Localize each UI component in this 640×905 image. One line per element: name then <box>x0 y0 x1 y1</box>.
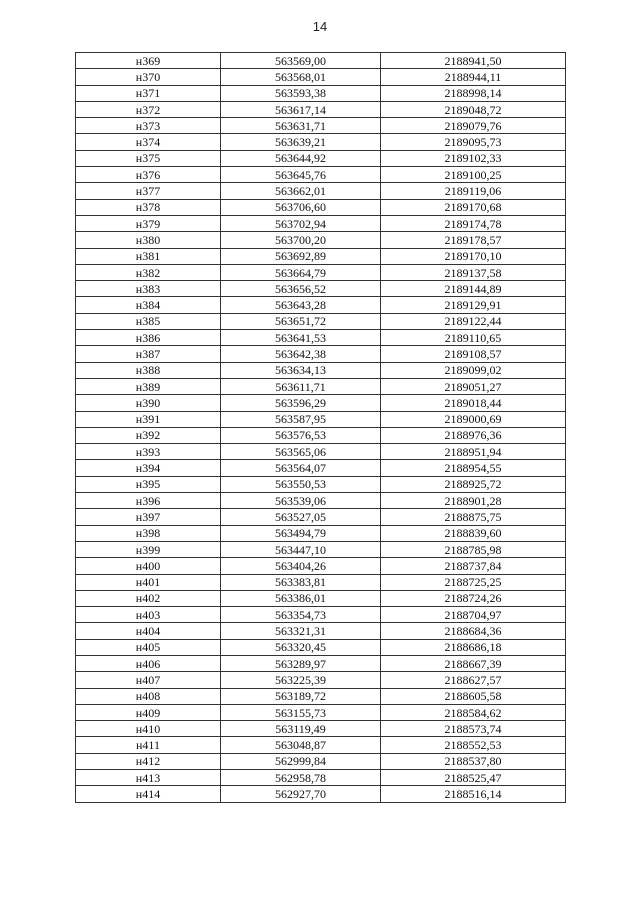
y-coordinate-cell: 2189178,57 <box>381 232 566 248</box>
y-coordinate-cell: 2188584,62 <box>381 704 566 720</box>
table-row <box>76 688 566 704</box>
point-id-cell: н406 <box>76 655 221 671</box>
point-id-cell: н403 <box>76 607 221 623</box>
point-id-cell: н392 <box>76 427 221 443</box>
x-coordinate-cell: 563656,52 <box>221 281 381 297</box>
y-coordinate-cell: 2188998,14 <box>381 85 566 101</box>
table-row <box>76 313 566 329</box>
y-coordinate-cell: 2189108,57 <box>381 346 566 362</box>
y-coordinate-cell: 2189099,02 <box>381 362 566 378</box>
point-id-cell: н385 <box>76 313 221 329</box>
y-coordinate-cell: 2189079,76 <box>381 118 566 134</box>
x-coordinate-cell: 563611,71 <box>221 378 381 394</box>
x-coordinate-cell: 563692,89 <box>221 248 381 264</box>
x-coordinate-cell: 563568,01 <box>221 69 381 85</box>
point-id-cell: н388 <box>76 362 221 378</box>
y-coordinate-cell: 2188944,11 <box>381 69 566 85</box>
point-id-cell: н397 <box>76 509 221 525</box>
x-coordinate-cell: 563641,53 <box>221 330 381 346</box>
point-id-cell: н391 <box>76 411 221 427</box>
x-coordinate-cell: 563593,38 <box>221 85 381 101</box>
x-coordinate-cell: 563539,06 <box>221 493 381 509</box>
table-row <box>76 493 566 509</box>
table-row <box>76 232 566 248</box>
y-coordinate-cell: 2188737,84 <box>381 558 566 574</box>
point-id-cell: н409 <box>76 704 221 720</box>
x-coordinate-cell: 563634,13 <box>221 362 381 378</box>
y-coordinate-cell: 2188537,80 <box>381 753 566 769</box>
point-id-cell: н398 <box>76 525 221 541</box>
y-coordinate-cell: 2188552,53 <box>381 737 566 753</box>
table-row <box>76 786 566 802</box>
point-id-cell: н393 <box>76 444 221 460</box>
table-row <box>76 541 566 557</box>
x-coordinate-cell: 563494,79 <box>221 525 381 541</box>
table-row <box>76 395 566 411</box>
point-id-cell: н411 <box>76 737 221 753</box>
x-coordinate-cell: 563225,39 <box>221 672 381 688</box>
y-coordinate-cell: 2189048,72 <box>381 101 566 117</box>
y-coordinate-cell: 2188684,36 <box>381 623 566 639</box>
x-coordinate-cell: 563645,76 <box>221 167 381 183</box>
point-id-cell: н387 <box>76 346 221 362</box>
y-coordinate-cell: 2188516,14 <box>381 786 566 802</box>
x-coordinate-cell: 562999,84 <box>221 753 381 769</box>
table-row <box>76 378 566 394</box>
y-coordinate-cell: 2188667,39 <box>381 655 566 671</box>
y-coordinate-cell: 2188627,57 <box>381 672 566 688</box>
y-coordinate-cell: 2188951,94 <box>381 444 566 460</box>
y-coordinate-cell: 2189144,89 <box>381 281 566 297</box>
x-coordinate-cell: 563119,49 <box>221 721 381 737</box>
x-coordinate-cell: 563587,95 <box>221 411 381 427</box>
y-coordinate-cell: 2188724,26 <box>381 590 566 606</box>
table-row <box>76 590 566 606</box>
x-coordinate-cell: 563383,81 <box>221 574 381 590</box>
table-row <box>76 737 566 753</box>
x-coordinate-cell: 563706,60 <box>221 199 381 215</box>
table-row <box>76 672 566 688</box>
point-id-cell: н404 <box>76 623 221 639</box>
y-coordinate-cell: 2189170,10 <box>381 248 566 264</box>
point-id-cell: н382 <box>76 264 221 280</box>
point-id-cell: н413 <box>76 770 221 786</box>
y-coordinate-cell: 2188725,25 <box>381 574 566 590</box>
y-coordinate-cell: 2188901,28 <box>381 493 566 509</box>
table-row <box>76 574 566 590</box>
table-row <box>76 346 566 362</box>
point-id-cell: н410 <box>76 721 221 737</box>
y-coordinate-cell: 2189018,44 <box>381 395 566 411</box>
point-id-cell: н381 <box>76 248 221 264</box>
y-coordinate-cell: 2189095,73 <box>381 134 566 150</box>
table-row <box>76 607 566 623</box>
y-coordinate-cell: 2188785,98 <box>381 541 566 557</box>
x-coordinate-cell: 563664,79 <box>221 264 381 280</box>
table-row <box>76 85 566 101</box>
x-coordinate-cell: 563639,21 <box>221 134 381 150</box>
point-id-cell: н371 <box>76 85 221 101</box>
x-coordinate-cell: 563576,53 <box>221 427 381 443</box>
table-row <box>76 558 566 574</box>
y-coordinate-cell: 2188704,97 <box>381 607 566 623</box>
point-id-cell: н375 <box>76 150 221 166</box>
x-coordinate-cell: 563321,31 <box>221 623 381 639</box>
table-row <box>76 199 566 215</box>
table-row <box>76 183 566 199</box>
x-coordinate-cell: 563569,00 <box>221 53 381 69</box>
x-coordinate-cell: 563700,20 <box>221 232 381 248</box>
point-id-cell: н384 <box>76 297 221 313</box>
x-coordinate-cell: 563596,29 <box>221 395 381 411</box>
point-id-cell: н414 <box>76 786 221 802</box>
point-id-cell: н401 <box>76 574 221 590</box>
point-id-cell: н383 <box>76 281 221 297</box>
x-coordinate-cell: 563527,05 <box>221 509 381 525</box>
y-coordinate-cell: 2189119,06 <box>381 183 566 199</box>
table-row <box>76 101 566 117</box>
y-coordinate-cell: 2188686,18 <box>381 639 566 655</box>
x-coordinate-cell: 563643,28 <box>221 297 381 313</box>
point-id-cell: н402 <box>76 590 221 606</box>
point-id-cell: н394 <box>76 460 221 476</box>
y-coordinate-cell: 2188954,55 <box>381 460 566 476</box>
table-row <box>76 118 566 134</box>
y-coordinate-cell: 2189129,91 <box>381 297 566 313</box>
point-id-cell: н380 <box>76 232 221 248</box>
x-coordinate-cell: 563354,73 <box>221 607 381 623</box>
x-coordinate-cell: 563642,38 <box>221 346 381 362</box>
table-row <box>76 476 566 492</box>
table-row <box>76 623 566 639</box>
x-coordinate-cell: 563631,71 <box>221 118 381 134</box>
table-row <box>76 215 566 231</box>
x-coordinate-cell: 563048,87 <box>221 737 381 753</box>
y-coordinate-cell: 2188925,72 <box>381 476 566 492</box>
point-id-cell: н390 <box>76 395 221 411</box>
page-number: 14 <box>312 19 328 34</box>
x-coordinate-cell: 563550,53 <box>221 476 381 492</box>
table-row <box>76 525 566 541</box>
point-id-cell: н377 <box>76 183 221 199</box>
point-id-cell: н376 <box>76 167 221 183</box>
y-coordinate-cell: 2188605,58 <box>381 688 566 704</box>
table-row <box>76 297 566 313</box>
table-row <box>76 69 566 85</box>
x-coordinate-cell: 563651,72 <box>221 313 381 329</box>
point-id-cell: н395 <box>76 476 221 492</box>
table-row <box>76 444 566 460</box>
point-id-cell: н372 <box>76 101 221 117</box>
y-coordinate-cell: 2189100,25 <box>381 167 566 183</box>
point-id-cell: н373 <box>76 118 221 134</box>
table-row <box>76 134 566 150</box>
y-coordinate-cell: 2188573,74 <box>381 721 566 737</box>
x-coordinate-cell: 563289,97 <box>221 655 381 671</box>
table-row <box>76 167 566 183</box>
y-coordinate-cell: 2189122,44 <box>381 313 566 329</box>
table-row <box>76 721 566 737</box>
y-coordinate-cell: 2189137,58 <box>381 264 566 280</box>
table-row <box>76 753 566 769</box>
x-coordinate-cell: 563189,72 <box>221 688 381 704</box>
point-id-cell: н378 <box>76 199 221 215</box>
y-coordinate-cell: 2189000,69 <box>381 411 566 427</box>
table-row <box>76 704 566 720</box>
table-row <box>76 655 566 671</box>
point-id-cell: н412 <box>76 753 221 769</box>
table-row <box>76 248 566 264</box>
y-coordinate-cell: 2189051,27 <box>381 378 566 394</box>
x-coordinate-cell: 563320,45 <box>221 639 381 655</box>
table-row <box>76 362 566 378</box>
x-coordinate-cell: 562958,78 <box>221 770 381 786</box>
y-coordinate-cell: 2188875,75 <box>381 509 566 525</box>
table-row <box>76 264 566 280</box>
x-coordinate-cell: 562927,70 <box>221 786 381 802</box>
point-id-cell: н379 <box>76 215 221 231</box>
y-coordinate-cell: 2188941,50 <box>381 53 566 69</box>
y-coordinate-cell: 2188839,60 <box>381 525 566 541</box>
point-id-cell: н407 <box>76 672 221 688</box>
table-row <box>76 411 566 427</box>
x-coordinate-cell: 563447,10 <box>221 541 381 557</box>
x-coordinate-cell: 563404,26 <box>221 558 381 574</box>
y-coordinate-cell: 2188976,36 <box>381 427 566 443</box>
point-id-cell: н396 <box>76 493 221 509</box>
point-id-cell: н374 <box>76 134 221 150</box>
table-row <box>76 150 566 166</box>
coordinates-table <box>75 52 566 803</box>
x-coordinate-cell: 563386,01 <box>221 590 381 606</box>
x-coordinate-cell: 563702,94 <box>221 215 381 231</box>
y-coordinate-cell: 2189102,33 <box>381 150 566 166</box>
table-row <box>76 509 566 525</box>
point-id-cell: н399 <box>76 541 221 557</box>
table-row <box>76 281 566 297</box>
table-row <box>76 770 566 786</box>
x-coordinate-cell: 563155,73 <box>221 704 381 720</box>
x-coordinate-cell: 563564,07 <box>221 460 381 476</box>
x-coordinate-cell: 563617,14 <box>221 101 381 117</box>
point-id-cell: н408 <box>76 688 221 704</box>
point-id-cell: н370 <box>76 69 221 85</box>
coordinates-table-body <box>76 53 566 803</box>
y-coordinate-cell: 2188525,47 <box>381 770 566 786</box>
table-row <box>76 460 566 476</box>
point-id-cell: н405 <box>76 639 221 655</box>
table-row <box>76 53 566 69</box>
y-coordinate-cell: 2189110,65 <box>381 330 566 346</box>
point-id-cell: н400 <box>76 558 221 574</box>
table-row <box>76 639 566 655</box>
table-row <box>76 330 566 346</box>
x-coordinate-cell: 563644,92 <box>221 150 381 166</box>
table-row <box>76 427 566 443</box>
x-coordinate-cell: 563565,06 <box>221 444 381 460</box>
x-coordinate-cell: 563662,01 <box>221 183 381 199</box>
point-id-cell: н369 <box>76 53 221 69</box>
point-id-cell: н389 <box>76 378 221 394</box>
y-coordinate-cell: 2189170,68 <box>381 199 566 215</box>
point-id-cell: н386 <box>76 330 221 346</box>
y-coordinate-cell: 2189174,78 <box>381 215 566 231</box>
